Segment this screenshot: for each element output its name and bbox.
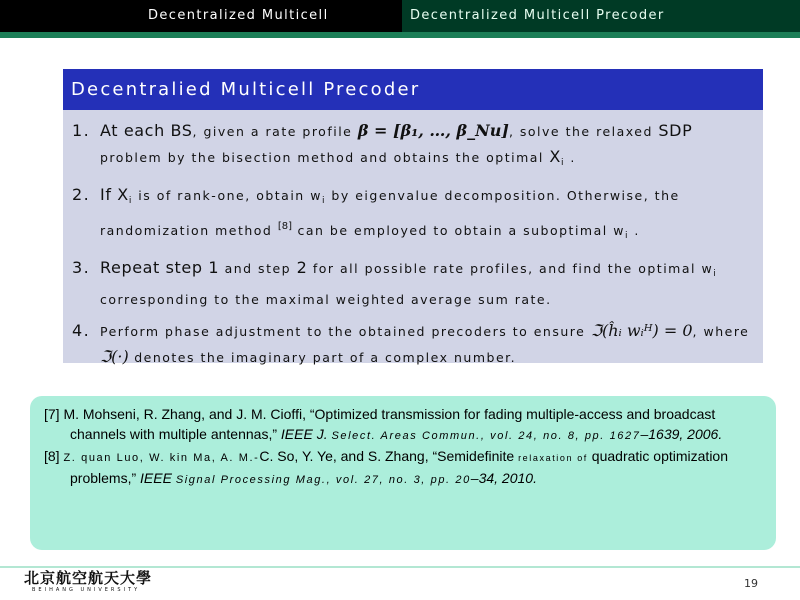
step-4-number: 4. (72, 321, 91, 340)
reference-8-text-a: [8] (44, 448, 64, 464)
step-2-text-j: . (628, 223, 640, 238)
citation-8[interactable]: [8] (277, 221, 293, 232)
reference-8-text-c: C. So, Y. Ye, and S. Zhang, “Semidefinite (259, 448, 519, 464)
imaginary-part-operator: ℑ(·) (100, 347, 129, 366)
step-4-text-a: Perform phase adjustment to the obtained precoders to ensure (100, 324, 591, 339)
step-2-text-d: is of rank-one, obtain w (132, 188, 322, 203)
step-3-text-d: 2 (296, 258, 308, 277)
step-1-text-c: , solve the relaxed (508, 124, 659, 139)
step-1-text-g: i (560, 158, 565, 168)
logo-english-name: BEIHANG UNIVERSITY (32, 587, 141, 593)
reference-8-text-b: Z. quan Luo, W. kin Ma, A. M.- (63, 452, 260, 464)
references-list (44, 404, 764, 490)
step-2-text-i: i (624, 231, 629, 241)
rate-profile-formula: β = [β₁, …, β_Nu] (357, 121, 509, 140)
step-1-text-a: At each BS (100, 121, 193, 140)
step-2 (72, 182, 756, 249)
step-4 (72, 318, 756, 370)
reference-7 (44, 404, 764, 446)
step-1-text-e: problem by the bisection method and obtains the optimal (100, 150, 550, 165)
nav-stripe (0, 32, 800, 38)
step-3-text-g: i (713, 269, 718, 279)
step-1-text-b: , given a rate profile (192, 124, 358, 139)
step-3-text-f: w (701, 261, 714, 276)
step-3-text-a: Repeat step (100, 258, 209, 277)
step-3-text-b: 1 (208, 258, 220, 277)
step-1-number: 1. (72, 121, 91, 140)
step-1-text-f: X (549, 147, 561, 166)
step-2-number: 2. (72, 185, 91, 204)
nav-tab-precoder[interactable]: Decentralized Multicell Precoder (402, 0, 800, 32)
step-3 (72, 255, 756, 312)
step-3-number: 3. (72, 258, 91, 277)
reference-8-text-e: quadratic optimization problems,” (70, 448, 728, 486)
step-2-text-h: can be employed to obtain a suboptimal w (292, 223, 625, 238)
step-2-text-g: Otherwise, the randomization method (100, 188, 680, 238)
steps-list (72, 118, 756, 376)
step-4-text-c: denotes the imaginary part of a complex number. (128, 350, 517, 365)
step-4-text-b: , where (692, 324, 750, 339)
step-1-text-h: . (564, 150, 576, 165)
step-2-text-e: i (321, 196, 326, 206)
logo-chinese-name: 北京航空航天大學 (24, 569, 153, 587)
page-number: 19 (744, 577, 758, 590)
step-3-text-c: and step (219, 261, 297, 276)
step-2-text-f: by eigenvalue decomposition. (325, 188, 567, 203)
nav-tab-cooperation[interactable]: Decentralized Multicell Cooperation (148, 8, 329, 55)
reference-7-text-a: [7] M. Mohseni, R. Zhang, and J. M. Cioffi, “Optimized transmission for fading multiple-access and broadcast channels with multiple antennas,” (44, 406, 716, 442)
reference-8-text-d: relaxation of (518, 453, 588, 463)
reference-8-text-h: –34, 2010. (470, 470, 537, 486)
reference-7-text-d: –1639, 2006. (640, 426, 723, 442)
reference-7-text-b: IEEE J. (280, 426, 332, 442)
step-2-text-a: If (100, 185, 118, 204)
phase-adjust-formula: ℑ(ĥᵢ wᵢᴴ) = 0 (590, 321, 693, 340)
footer-rule (0, 566, 800, 568)
reference-8 (44, 446, 764, 490)
step-1 (72, 118, 756, 176)
step-2-text-b: X (117, 185, 129, 204)
university-logo (24, 570, 174, 598)
panel-title: Decentralied Multicell Precoder (63, 69, 763, 110)
step-2-text-c: i (128, 196, 133, 206)
step-3-text-h: corresponding to the maximal weighted average sum rate. (100, 292, 552, 307)
reference-7-text-c: Select. Areas Commun., vol. 24, no. 8, pp. 1627 (331, 430, 641, 442)
step-3-text-e: for all possible rate profiles, and find the optimal (307, 261, 702, 276)
reference-8-text-f: IEEE (140, 470, 176, 486)
top-nav-bar (0, 0, 800, 55)
reference-8-text-g: Signal Processing Mag., vol. 27, no. 3, pp. 20 (175, 474, 471, 486)
step-1-text-d: SDP (658, 121, 693, 140)
